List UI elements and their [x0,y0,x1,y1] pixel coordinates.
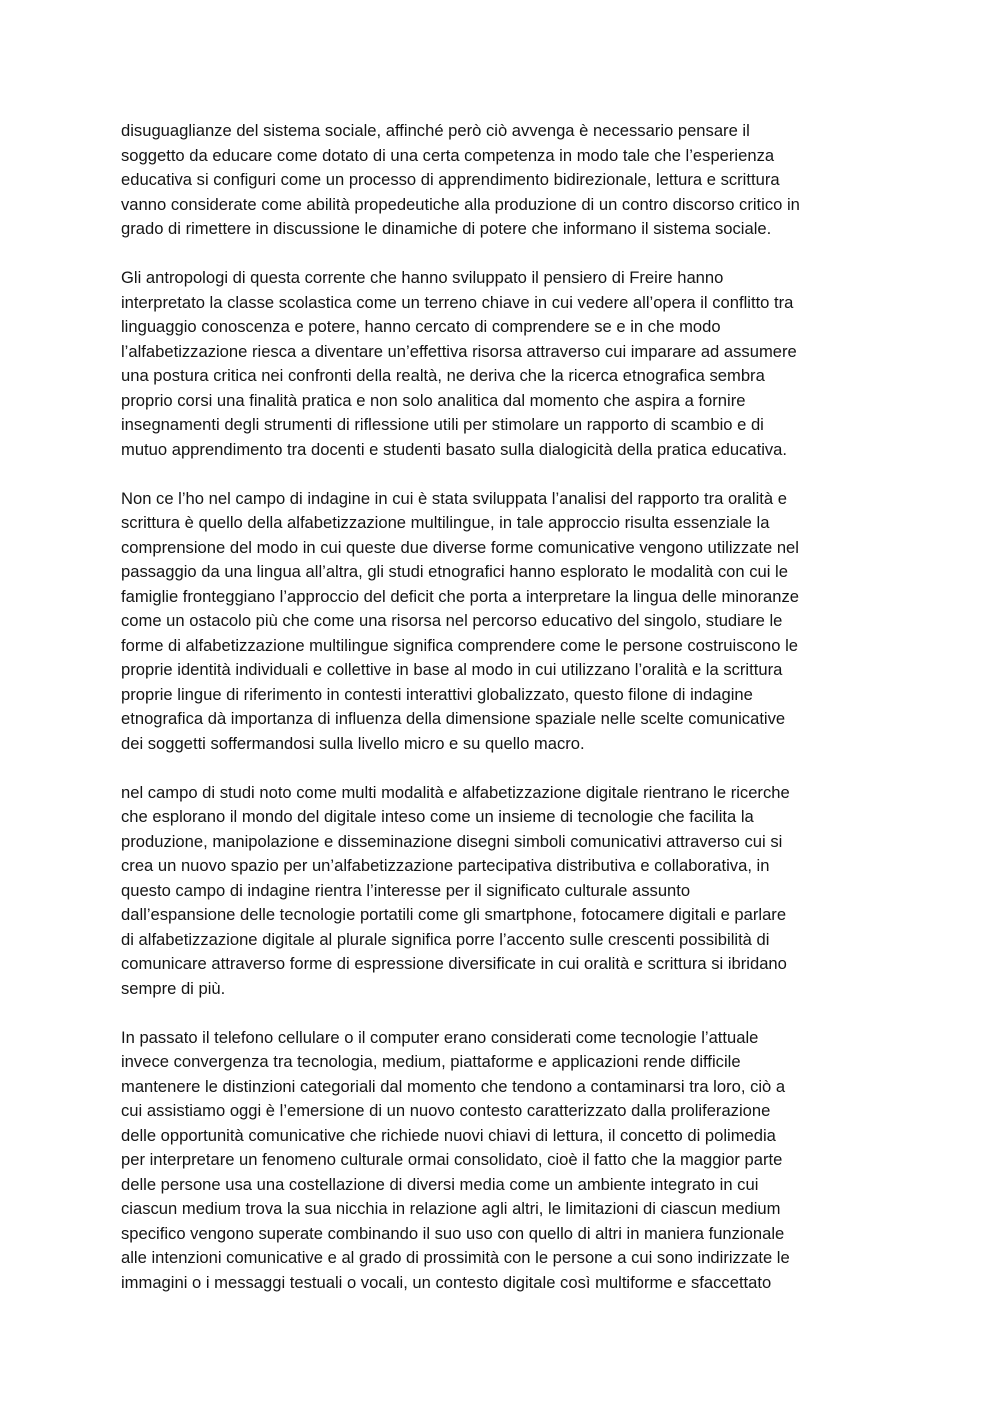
text-line: In passato il telefono cellulare o il computer erano considerati come tecnologie l’attuale [121,1027,759,1047]
text-line: passaggio da una lingua all’altra, gli studi etnografici hanno esplorato le modalità con cui le [121,562,788,581]
text-line: proprie identità individuali e collettive in base al modo in cui utilizzano l’oralità e la scrittura [121,660,783,679]
text-line: delle persone usa una costellazione di diversi media come un ambiente integrato in cui [121,1174,759,1194]
text-line: disuguaglianze del sistema sociale, affinché però ciò avvenga è necessario pensare il [121,121,750,140]
text-line: alle intenzioni comunicative e al grado di prossimità con le persone a cui sono indirizzate le [121,1248,790,1267]
text-line: per interpretare un fenomeno culturale ormai consolidato, cioè il fatto che la maggior parte [121,1150,783,1169]
text-line: dei soggetti soffermandosi sulla livello micro e su quello macro. [121,733,585,753]
text-line: soggetto da educare come dotato di una certa competenza in modo tale che l’esperienza [121,145,775,165]
text-line: mutuo apprendimento tra docenti e studenti basato sulla dialogicità della pratica educativa. [121,439,788,459]
text-line: specifico vengono superate combinando il suo uso con quello di altri in maniera funzionale [121,1223,785,1243]
text-line: ciascun medium trova la sua nicchia in relazione agli altri, le limitazioni di ciascun medium [121,1199,781,1218]
paragraph-1 [121,119,891,242]
text-line: forme di alfabetizzazione multilingue significa comprendere come le persone costruiscono le [121,635,799,655]
text-line: delle opportunità comunicative che richiede nuovi chiavi di lettura, il concetto di polimedia [121,1125,776,1145]
text-line: mantenere le distinzioni categoriali dal momento che tendono a contaminarsi tra loro, ciò a [121,1076,786,1096]
text-line: produzione, manipolazione e disseminazione disegni simboli comunicativi attraverso cui si [121,831,783,851]
text-line: invece convergenza tra tecnologia, medium, piattaforme e applicazioni rende difficile [121,1052,741,1071]
text-line: famiglie fronteggiano l’approccio del deficit che porta a interpretare la lingua delle minoranze [121,586,799,606]
text-line: cui assistiamo oggi è l’emersione di un nuovo contesto caratterizzato dalla proliferazione [121,1101,771,1120]
text-line: vanno considerate come abilità propedeutiche alla produzione di un contro discorso critico in [121,194,800,214]
document-body [121,119,891,1320]
text-line: educativa si configuri come un processo di apprendimento bidirezionale, lettura e scrittura [121,170,780,189]
text-line: comprensione del modo in cui queste due diverse forme comunicative vengono utilizzate nel [121,537,799,557]
text-line: di alfabetizzazione digitale al plurale significa porre l’accento sulle crescenti possibilità di [121,929,770,949]
text-line: crea un nuovo spazio per un’alfabetizzazione partecipativa distributiva e collaborativa, in [121,856,770,875]
text-line: l’alfabetizzazione riesca a diventare un’effettiva risorsa attraverso cui imparare ad assumere [121,341,797,361]
text-line: immagini o i messaggi testuali o vocali, un contesto digitale così multiforme e sfaccettato [121,1272,772,1292]
text-line: scrittura è quello della alfabetizzazione multilingue, in tale approccio risulta essenziale la [121,513,770,532]
text-line: interpretato la classe scolastica come un terreno chiave in cui vedere all’opera il conflitto tra [121,292,794,312]
text-line: come un ostacolo più che come una risorsa nel percorso educativo del singolo, studiare le [121,611,783,630]
paragraph-2 [121,266,891,462]
text-line: sempre di più. [121,978,226,998]
text-line: dall’espansione delle tecnologie portatili come gli smartphone, fotocamere digitali e parlare [121,905,787,924]
text-line: nel campo di studi noto come multi modalità e alfabetizzazione digitale rientrano le ricerche [121,782,790,802]
text-line: insegnamenti degli strumenti di riflessione utili per stimolare un rapporto di scambio e di [121,415,764,434]
text-line: Gli antropologi di questa corrente che hanno sviluppato il pensiero di Freire hanno [121,268,724,287]
text-line: Non ce l’ho nel campo di indagine in cui è stata sviluppata l’analisi del rapporto tra oralità e [121,488,787,508]
text-line: grado di rimettere in discussione le dinamiche di potere che informano il sistema sociale. [121,219,772,238]
text-line: proprie lingue di riferimento in contesti interattivi globalizzato, questo filone di indagine [121,684,753,704]
text-line: etnografica dà importanza di influenza della dimensione spaziale nelle scelte comunicative [121,709,786,728]
text-line: proprio corsi una finalità pratica e non solo analitica dal momento che aspira a fornire [121,390,746,410]
paragraph-4 [121,781,891,1002]
paragraph-5 [121,1026,891,1296]
text-line: una postura critica nei confronti della realtà, ne deriva che la ricerca etnografica sembra [121,366,765,385]
text-line: che esplorano il mondo del digitale inteso come un insieme di tecnologie che facilita la [121,807,754,826]
text-line: questo campo di indagine rientra l’interesse per il significato culturale assunto [121,880,691,900]
text-line: comunicare attraverso forme di espressione diversificate in cui oralità e scrittura si ibridano [121,954,787,973]
paragraph-3 [121,487,891,757]
text-line: linguaggio conoscenza e potere, hanno cercato di comprendere se e in che modo [121,317,721,336]
